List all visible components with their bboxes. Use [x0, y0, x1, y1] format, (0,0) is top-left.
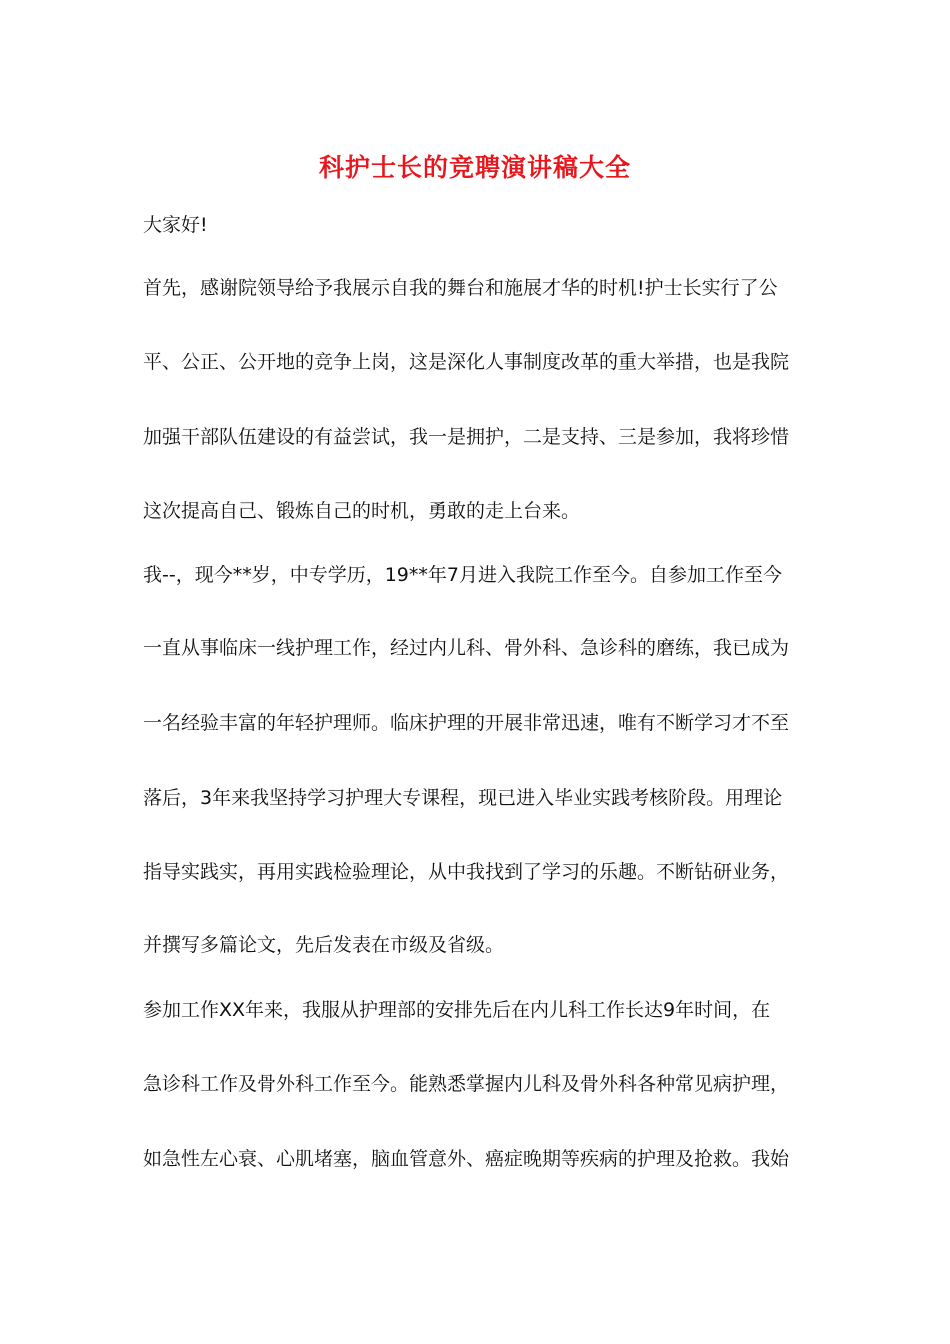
text-line: 平、公正、公开地的竞争上岗，这是深化人事制度改革的重大举措，也是我院: [143, 351, 790, 373]
text-line: 指导实践实，再用实践检验理论，从中我找到了学习的乐趣。不断钻研业务，: [143, 861, 790, 883]
text-line: 一直从事临床一线护理工作，经过内儿科、骨外科、急诊科的磨练，我已成为: [143, 637, 790, 659]
text-line: 一名经验丰富的年轻护理师。临床护理的开展非常迅速，唯有不断学习才不至: [143, 712, 790, 734]
text-line: 这次提高自己、锻炼自己的时机，勇敢的走上台来。: [143, 500, 581, 522]
text-line: 落后，3年来我坚持学习护理大专课程，现已进入毕业实践考核阶段。用理论: [143, 787, 783, 809]
text-line: 我--，现今**岁，中专学历，19**年7月进入我院工作至今。自参加工作至今: [143, 564, 782, 586]
text-line: 参加工作XX年来，我服从护理部的安排先后在内儿科工作长达9年时间，在: [143, 999, 771, 1021]
text-line: 首先，感谢院领导给予我展示自我的舞台和施展才华的时机!护士长实行了公: [143, 277, 778, 299]
text-line: 加强干部队伍建设的有益尝试，我一是拥护，二是支持、三是参加，我将珍惜: [143, 426, 790, 448]
text-line: 并撰写多篇论文，先后发表在市级及省级。: [143, 934, 505, 956]
document-title: 科护士长的竞聘演讲稿大全: [318, 153, 631, 182]
text-line: 如急性左心衰、心肌堵塞，脑血管意外、癌症晚期等疾病的护理及抢救。我始: [143, 1148, 790, 1170]
text-line: 大家好!: [143, 214, 208, 236]
text-line: 急诊科工作及骨外科工作至今。能熟悉掌握内儿科及骨外科各种常见病护理，: [143, 1073, 790, 1095]
